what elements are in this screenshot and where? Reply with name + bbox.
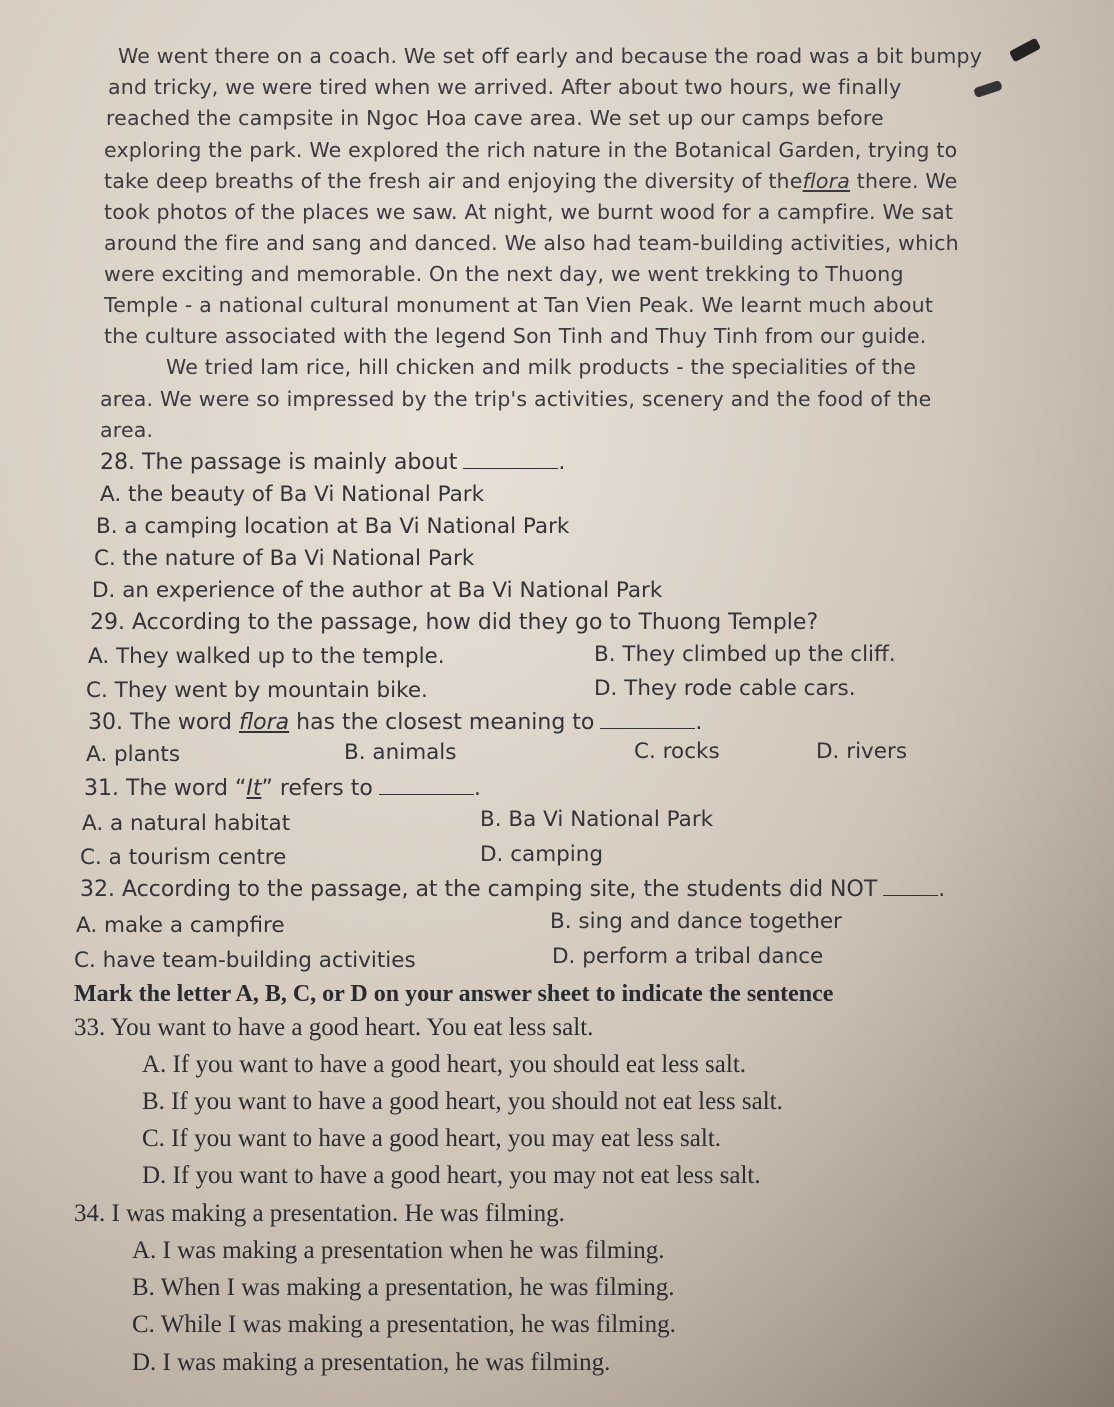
passage-line: around the fire and sang and danced. We also had team-building activities, which bbox=[104, 231, 959, 255]
answer-blank bbox=[379, 776, 474, 795]
question-text: 30. The word bbox=[88, 710, 232, 735]
question-32-option-b: B. sing and dance together bbox=[550, 909, 842, 934]
passage-line: area. We were so impressed by the trip's activities, scenery and the food of the bbox=[100, 387, 932, 411]
passage-line: We tried lam rice, hill chicken and milk products - the specialities of the bbox=[166, 355, 917, 379]
question-30-option-b: B. animals bbox=[344, 740, 457, 765]
passage-text: there. We bbox=[850, 169, 958, 193]
question-text: 32. According to the passage, at the camping site, the students did NOT bbox=[80, 877, 878, 902]
question-34-option-c: C. While I was making a presentation, he was filming. bbox=[132, 1311, 676, 1338]
question-period: . bbox=[695, 710, 703, 735]
question-30-option-c: C. rocks bbox=[634, 739, 720, 764]
pencil-mark-icon bbox=[973, 80, 1003, 98]
question-34-option-d: D. I was making a presentation, he was filming. bbox=[132, 1349, 611, 1376]
question-29-option-d: D. They rode cable cars. bbox=[594, 676, 856, 701]
answer-blank bbox=[600, 710, 695, 729]
section-instruction: Mark the letter A, B, C, or D on your answer sheet to indicate the sentence bbox=[74, 981, 834, 1007]
question-34-option-a: A. I was making a presentation when he was filming. bbox=[132, 1237, 665, 1264]
passage-line: were exciting and memorable. On the next day, we went trekking to Thuong bbox=[104, 262, 904, 286]
question-32-option-c: C. have team-building activities bbox=[74, 948, 416, 973]
question-29-option-a: A. They walked up to the temple. bbox=[88, 644, 445, 669]
question-28-option-c: C. the nature of Ba Vi National Park bbox=[94, 546, 475, 571]
it-underlined-word: It bbox=[246, 776, 262, 801]
question-33-option-d: D. If you want to have a good heart, you may not eat less salt. bbox=[142, 1162, 761, 1189]
question-29-option-c: C. They went by mountain bike. bbox=[86, 678, 428, 703]
question-text: 31. The word “ bbox=[84, 776, 247, 801]
question-text: has the closest meaning to bbox=[296, 710, 595, 735]
question-30-option-d: D. rivers bbox=[816, 739, 908, 764]
question-33-stem: 33. You want to have a good heart. You eat less salt. bbox=[74, 1014, 594, 1041]
question-33-option-a: A. If you want to have a good heart, you should eat less salt. bbox=[142, 1051, 747, 1078]
question-28-option-b: B. a camping location at Ba Vi National Park bbox=[96, 514, 570, 539]
flora-underlined-word: flora bbox=[802, 169, 851, 193]
question-period: . bbox=[938, 877, 946, 902]
question-34-stem: 34. I was making a presentation. He was filming. bbox=[74, 1200, 565, 1227]
passage-line: took photos of the places we saw. At night, we burnt wood for a campfire. We sat bbox=[104, 200, 954, 224]
passage-line: reached the campsite in Ngoc Hoa cave area. We set up our camps before bbox=[106, 106, 884, 130]
question-33-option-c: C. If you want to have a good heart, you may eat less salt. bbox=[142, 1125, 722, 1152]
passage-line: and tricky, we were tired when we arrived. After about two hours, we finally bbox=[108, 75, 902, 99]
question-period: . bbox=[473, 776, 481, 801]
question-32-option-d: D. perform a tribal dance bbox=[552, 944, 824, 969]
question-31-option-d: D. camping bbox=[480, 842, 604, 867]
question-34-option-b: B. When I was making a presentation, he was filming. bbox=[132, 1274, 675, 1301]
answer-blank bbox=[883, 877, 938, 896]
answer-blank bbox=[463, 450, 558, 469]
passage-line-with-flora bbox=[104, 167, 957, 195]
passage-line: Temple - a national cultural monument at Tan Vien Peak. We learnt much about bbox=[104, 293, 934, 317]
question-30-option-a: A. plants bbox=[86, 742, 181, 767]
question-28-stem bbox=[100, 449, 565, 477]
question-32-option-a: A. make a campfire bbox=[76, 913, 285, 938]
question-period: . bbox=[558, 450, 566, 475]
question-31-option-c: C. a tourism centre bbox=[80, 845, 287, 870]
question-text: ” refers to bbox=[261, 776, 373, 801]
question-31-option-a: A. a natural habitat bbox=[82, 811, 291, 836]
passage-text: take deep breaths of the fresh air and enjoying the diversity of the bbox=[104, 169, 803, 193]
question-28-option-d: D. an experience of the author at Ba Vi National Park bbox=[92, 578, 663, 603]
question-31-stem bbox=[84, 775, 481, 803]
question-30-stem bbox=[88, 709, 702, 737]
question-33-option-b: B. If you want to have a good heart, you should not eat less salt. bbox=[142, 1088, 783, 1115]
question-29-option-b: B. They climbed up the cliff. bbox=[594, 642, 896, 667]
passage-line: exploring the park. We explored the rich nature in the Botanical Garden, trying to bbox=[104, 138, 958, 162]
passage-line: the culture associated with the legend Son Tinh and Thuy Tinh from our guide. bbox=[104, 324, 927, 348]
question-28-option-a: A. the beauty of Ba Vi National Park bbox=[100, 482, 485, 507]
flora-underlined-word: flora bbox=[238, 710, 290, 735]
passage-line: area. bbox=[100, 418, 154, 442]
pencil-mark-icon bbox=[1009, 38, 1041, 63]
question-32-stem bbox=[80, 876, 945, 904]
question-31-option-b: B. Ba Vi National Park bbox=[480, 807, 714, 832]
question-29-stem: 29. According to the passage, how did they go to Thuong Temple? bbox=[90, 610, 819, 635]
question-text: 28. The passage is mainly about bbox=[100, 450, 458, 475]
passage-line: We went there on a coach. We set off early and because the road was a bit bumpy bbox=[118, 44, 983, 68]
